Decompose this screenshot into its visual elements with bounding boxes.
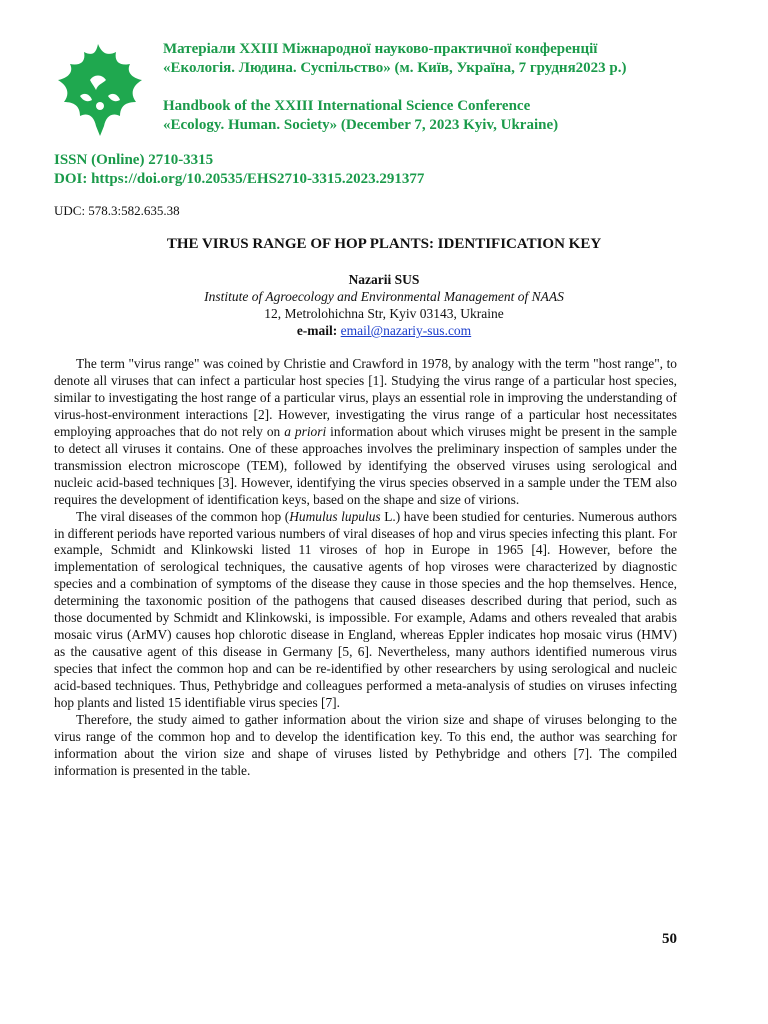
udc-code: UDC: 578.3:582.635.38: [54, 203, 180, 218]
conference-header: [163, 40, 723, 135]
conference-title-en-line-1: Handbook of the XXIII International Science Conference: [163, 98, 531, 114]
publication-identifiers: [54, 151, 424, 189]
conference-title-uk-line-1: Матеріали XXIII Міжнародної науково-практичної конференції: [163, 41, 598, 57]
author-address: 12, Metrolohichna Str, Kyiv 03143, Ukraine: [264, 306, 504, 321]
author-block: [54, 271, 714, 339]
conference-title-en-line-2: «Ecology. Human. Society» (December 7, 2023 Kyiv, Ukraine): [163, 117, 559, 133]
conference-logo: [50, 40, 146, 140]
paragraph-2: The viral diseases of the common hop (Humulus lupulus L.) have been studied for centuries. Numerous authors in different periods have reported various numbers of viral diseases of hop and virus species infecting this plant. For example, Schmidt and Klinkowski listed 11 viroses of hop in Europe in 1965 [4]. However, before the implementation of serological techniques, the causative agents of hop viroses were characterized by diagnostic species and a combination of symptoms of the disease they cause in those species and the hop themselves. Hence, determining the taxonomic position of the pathogens that caused diseases described during that period, such as those documented by Schmidt and Klinkowski, is impossible. For example, Adams and others revealed that arabis mosaic virus (ArMV) causes hop chlorotic disease in England, whereas Eppler indicates hop mosaic virus (HMV) as the causative agent of this disease in Germany [5, 6]. Nevertheless, many authors identified numerous virus species that infect the common hop and can be re-identified by other researchers by using serological and nucleic acid-based techniques. Thus, Pethybridge and colleagues performed a meta-analysis of studies on viruses infecting hop plants and listed 15 identifiable virus species [7].: [54, 508, 677, 711]
page-number: 50: [662, 931, 677, 947]
issn: ISSN (Online) 2710-3315: [54, 152, 214, 168]
author-email-line: [54, 322, 714, 339]
paragraph-3: Therefore, the study aimed to gather information about the virion size and shape of viruses belonging to the virus range of the common hop and to develop the identification key. To this end, the author was searching for information about the virion size and shape of viruses listed by Pethybridge and others [7]. The compiled information is presented in the table.: [54, 712, 677, 778]
paper-title: THE VIRUS RANGE OF HOP PLANTS: IDENTIFICATION KEY: [166, 236, 602, 252]
paragraph-1: The term "virus range" was coined by Christie and Crawford in 1978, by analogy with the term "host range", to denote all viruses that can infect a particular host species [1]. Studying the virus range of a particular host species, similar to investigating the host range of a particular virus, plays an essential role in improving the understanding of virus-host-environment interactions [2]. However, investigating the virus range of a particular host necessitates employing approaches that do not rely on a priori information about which viruses might be present in the sample to detect all viruses it contains. One of these approaches involves the preliminary inspection of samples under the transmission electron microscope (TEM), followed by identifying the observed viruses using serological and nucleic acid-based techniques [3]. However, identifying the virus species observed in a sample under the TEM also requires the development of identification keys, based on the shape and size of virions.: [54, 356, 677, 507]
article-body: [54, 356, 677, 780]
author-institution: Institute of Agroecology and Environmental Management of NAAS: [204, 289, 564, 304]
green-leaf-logo-icon: [50, 40, 146, 140]
email-label: e-mail:: [296, 323, 338, 338]
author-name: Nazarii SUS: [348, 272, 420, 287]
email-link[interactable]: email@nazariy-sus.com: [340, 323, 472, 338]
doi[interactable]: DOI: https://doi.org/10.20535/EHS2710-3315.2023.291377: [54, 171, 425, 187]
conference-title-uk-line-2: «Екологія. Людина. Суспільство» (м. Київ, Україна, 7 грудня2023 р.): [163, 60, 627, 76]
